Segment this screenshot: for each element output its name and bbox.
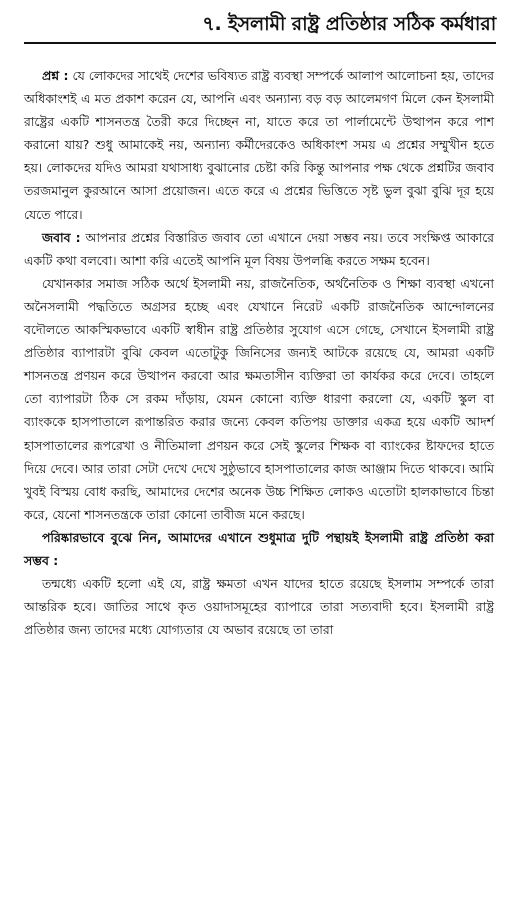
chapter-header (24, 8, 496, 44)
section-heading: পরিষ্কারভাবে বুঝে নিন, আমাদের এখানে শুধুমাত্র দুটি পন্থায়ই ইসলামী রাষ্ট্র প্রতিষ্ঠা করা সম্ভব : (24, 529, 494, 568)
body-text (24, 64, 494, 641)
chapter-title: ৭. ইসলামী রাষ্ট্র প্রতিষ্ঠার সঠিক কর্মধারা (202, 13, 496, 35)
question-text: যে লোকদের সাথেই দেশের ভবিষ্যত রাষ্ট্র ব্যবস্থা সম্পর্কে আলাপ আলোচনা হয়, তাদের অধিকাংশই এ মত প্রকাশ করেন যে, আপনি এবং অন্যান্য বড় বড় আলেমগণ মিলে কেন ইসলামী রাষ্ট্রের একটি শাসনতন্ত্র তৈরী করে দিচ্ছেন না, যাতে করে তা পার্লামেন্টে উত্থাপন করে পাশ করানো যায়? শুধু আমাকেই নয়, অন্যান্য কর্মীদেরকেও অধিকাংশ সময় এ প্রশ্নের সম্মুখীন হতে হয়। লোকদের যদিও আমরা যথাসাধ্য বুঝানোর চেষ্টা করি কিন্তু আপনার পক্ষ থেকে প্রশ্নটির জবাব তরজমানুল কুরআনে আসা প্রয়োজন। এতে করে এ প্রশ্নের ভিত্তিতে সৃষ্ট ভুল বুঝা বুঝি দূর হয়ে যেতে পারে। (24, 68, 494, 222)
answer-label: জবাব : (42, 229, 81, 245)
answer-text: আপনার প্রশ্নের বিস্তারিত জবাব তো এখানে দেয়া সম্ভব নয়। তবে সংক্ষিপ্ত আকারে একটি কথা বলবো। আশা করি এতেই আপনি মূল বিষয় উপলব্ধি করতে সক্ষম হবেন। (24, 229, 494, 268)
closing-paragraph: তন্মধ্যে একটি হলো এই যে, রাষ্ট্র ক্ষমতা এখন যাদের হাতে রয়েছে ইসলাম সম্পর্কে তারা আন্তরিক হবে। জাতির সাথে কৃত ওয়াদাসমূহের ব্যাপারে তারা সত্যবাদী হবে। ইসলামী রাষ্ট্র প্রতিষ্ঠার জন্য তাদের মধ্যে যোগ্যতার যে অভাব রয়েছে তা তারা (24, 576, 494, 638)
question-paragraph (24, 64, 494, 226)
body-paragraph: যেখানকার সমাজ সঠিক অর্থে ইসলামী নয়, রাজনৈতিক, অর্থনৈতিক ও শিক্ষা ব্যবস্থা এখনো অনৈসলামী পদ্ধতিতে অগ্রসর হচ্ছে এবং যেখানে নিরেট একটি রাজনৈতিক আন্দোলনের বদৌলতে আকস্মিকভাবে একটি স্বাধীন রাষ্ট্র প্রতিষ্ঠার সুযোগ এসে গেছে, সেখানে ইসলামী রাষ্ট্র প্রতিষ্ঠার ব্যাপারটা বুঝি কেবল এতোটুকু জিনিসের জন্যই আটকে রয়েছে যে, আমরা একটি শাসনতন্ত্র প্রণয়ন করে উত্থাপন করবো আর ক্ষমতাসীন ব্যক্তিরা তা কার্যকর করে দেবে। তাহলে তো ব্যাপারটা ঠিক সে রকম দাঁড়ায়, যেমন কোনো ব্যক্তি ধারণা করলো যে, একটি স্কুল বা ব্যাংককে হাসপাতালে রূপান্তরিত করার জন্যে কেবল কতিপয় ডাক্তার একত্র হয়ে একটি আদর্শ হাসপাতালের রূপরেখা ও নীতিমালা প্রণয়ন করে সেই স্কুলের শিক্ষক বা ব্যাংকের ষ্টাফদের হাতে দিয়ে দেবে। আর তারা সেটা দেখে দেখে সুষ্ঠুভাবে হাসপাতালের কাজ আঞ্জাম দিতে থাকবে। আমি খুবই বিস্ময় বোধ করছি, আমাদের দেশের অনেক উচ্চ শিক্ষিত লোকও এতোটা হালকাভাবে চিন্তা করে, যেনো শাসনতন্ত্রকে তারা কোনো তাবীজ মনে করছে। (24, 275, 494, 522)
question-label: প্রশ্ন : (42, 68, 69, 83)
answer-paragraph (24, 226, 494, 272)
